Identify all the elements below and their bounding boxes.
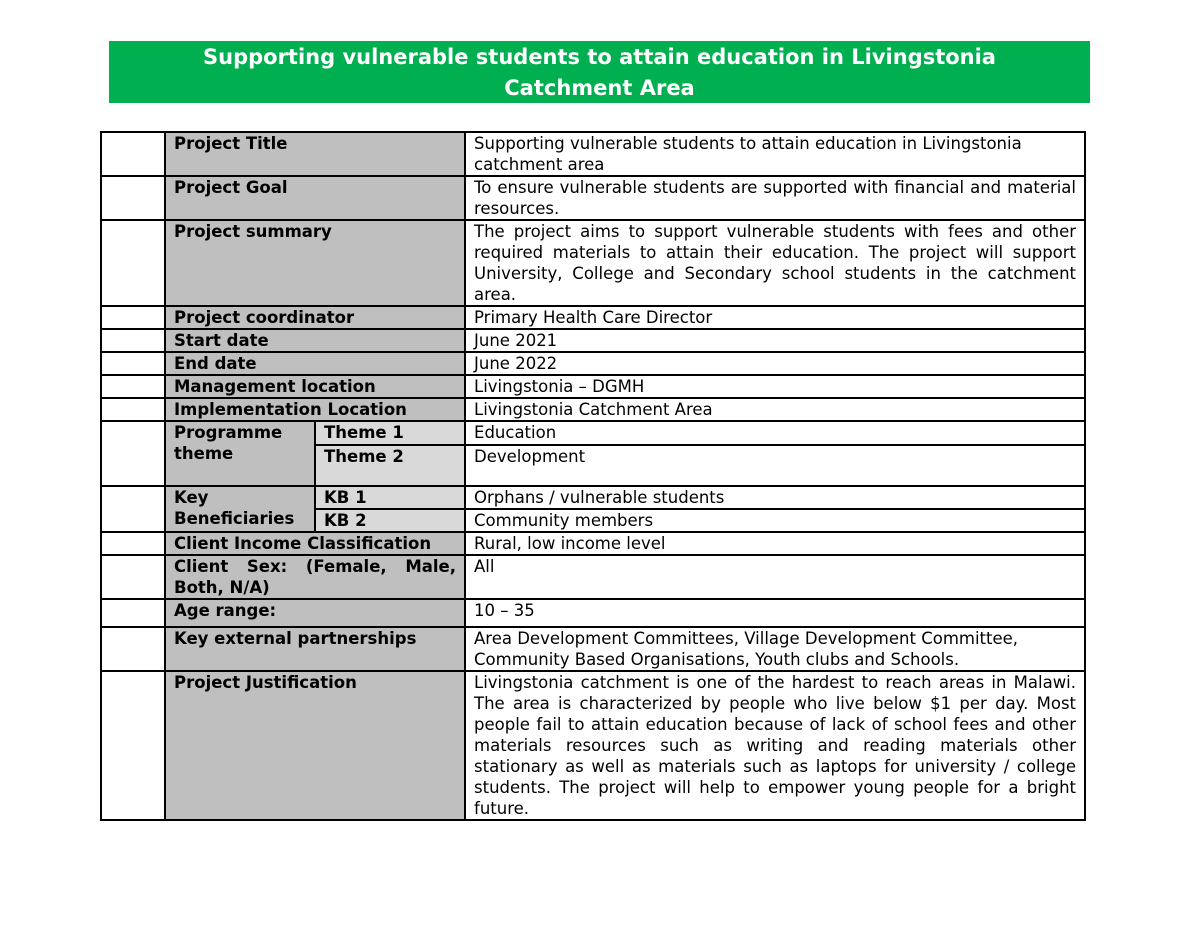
row-index-cell [101,627,165,671]
row-implementation-location [101,398,1085,421]
theme-1-label: Theme 1 [315,421,465,445]
project-justification-label: Project Justification [165,671,465,820]
end-date-label: End date [165,352,465,375]
kb-2-label: KB 2 [315,509,465,532]
row-client-income [101,532,1085,555]
row-index-cell [101,352,165,375]
row-index-cell [101,555,165,599]
row-age-range [101,599,1085,627]
key-beneficiaries-label: Key Beneficiaries [165,486,315,532]
row-project-summary [101,220,1085,306]
end-date-value: June 2022 [465,352,1085,375]
management-location-value: Livingstonia – DGMH [465,375,1085,398]
age-range-value: 10 – 35 [465,599,1085,627]
project-coordinator-label: Project coordinator [165,306,465,329]
row-index-cell [101,532,165,555]
row-project-goal [101,176,1085,220]
age-range-label: Age range: [165,599,465,627]
start-date-label: Start date [165,329,465,352]
row-programme-theme-1 [101,421,1085,445]
theme-1-value: Education [465,421,1085,445]
row-start-date [101,329,1085,352]
project-title-label: Project Title [165,132,465,176]
row-index-cell [101,671,165,820]
project-summary-label: Project summary [165,220,465,306]
kb-1-value: Orphans / vulnerable students [465,486,1085,509]
row-project-coordinator [101,306,1085,329]
row-index-cell [101,599,165,627]
kb-2-value: Community members [465,509,1085,532]
project-summary-value: The project aims to support vulnerable students with fees and other required materials to attain their education. The project will support University, College and Secondary school students in the catchment area. [465,220,1085,306]
row-project-justification [101,671,1085,820]
row-index-cell [101,375,165,398]
key-partnerships-label: Key external partnerships [165,627,465,671]
row-management-location [101,375,1085,398]
project-coordinator-value: Primary Health Care Director [465,306,1085,329]
project-goal-label: Project Goal [165,176,465,220]
row-index-cell [101,486,165,532]
row-index-cell [101,421,165,486]
project-details-table [100,131,1086,821]
theme-2-value: Development [465,445,1085,486]
row-project-title [101,132,1085,176]
client-sex-value: All [465,555,1085,599]
theme-2-label: Theme 2 [315,445,465,486]
start-date-value: June 2021 [465,329,1085,352]
row-key-beneficiaries-1 [101,486,1085,509]
kb-1-label: KB 1 [315,486,465,509]
row-index-cell [101,398,165,421]
row-index-cell [101,306,165,329]
row-key-partnerships [101,627,1085,671]
row-index-cell [101,176,165,220]
management-location-label: Management location [165,375,465,398]
row-index-cell [101,329,165,352]
row-end-date [101,352,1085,375]
title-line-1: Supporting vulnerable students to attain education in Livingstonia [203,45,996,69]
key-partnerships-value: Area Development Committees, Village Development Committee, Community Based Organisations, Youth clubs and Schools. [465,627,1085,671]
project-title-value: Supporting vulnerable students to attain education in Livingstonia catchment area [465,132,1085,176]
implementation-location-label: Implementation Location [165,398,465,421]
programme-theme-label: Programme theme [165,421,315,486]
project-justification-value: Livingstonia catchment is one of the hardest to reach areas in Malawi. The area is characterized by people who live below $1 per day. Most people fail to attain education because of lack of school fees and other materials resources such as writing and reading materials other stationary as well as materials such as laptops for university / college students. The project will help to empower young people for a bright future. [465,671,1085,820]
row-index-cell [101,132,165,176]
client-sex-label: Client Sex: (Female, Male, Both, N/A) [165,555,465,599]
project-goal-value: To ensure vulnerable students are supported with financial and material resources. [465,176,1085,220]
client-income-label: Client Income Classification [165,532,465,555]
implementation-location-value: Livingstonia Catchment Area [465,398,1085,421]
client-income-value: Rural, low income level [465,532,1085,555]
row-client-sex [101,555,1085,599]
title-line-2: Catchment Area [504,76,695,100]
document-title-banner [109,41,1090,103]
row-index-cell [101,220,165,306]
